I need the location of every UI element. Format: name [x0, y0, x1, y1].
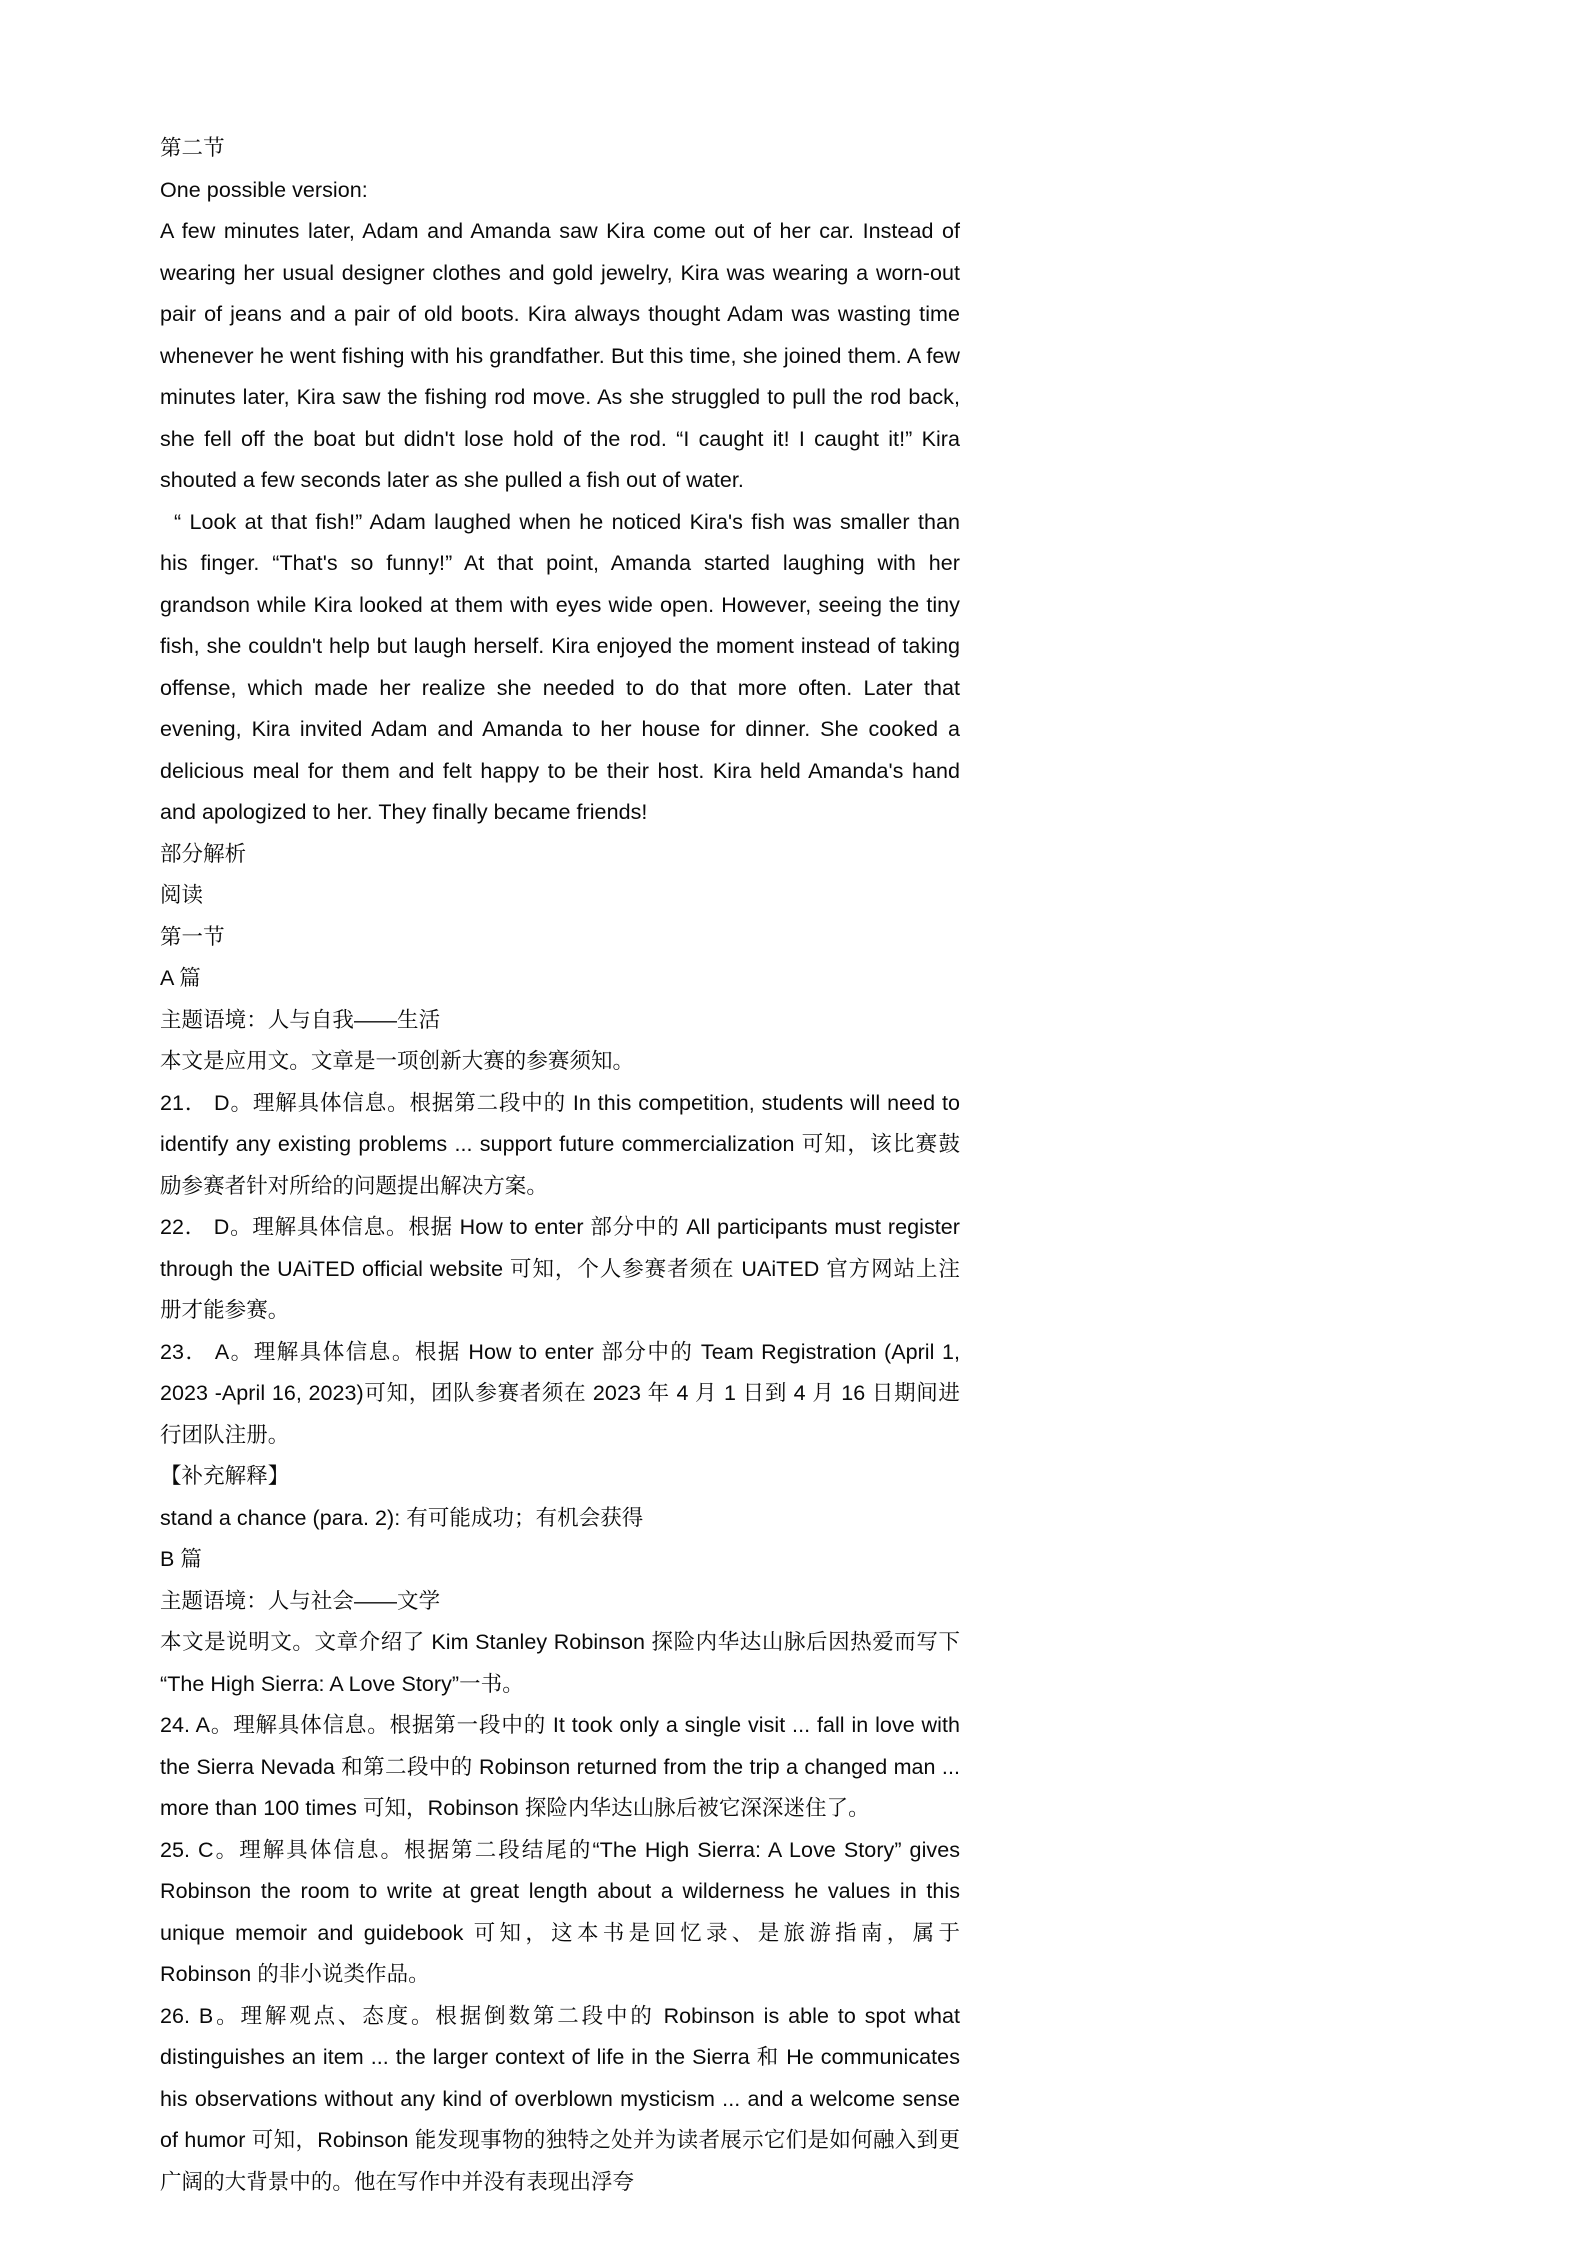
passage-a-genre: 本文是应用文。文章是一项创新大赛的参赛须知。: [160, 1049, 635, 1073]
analysis-heading: 部分解析: [160, 841, 247, 866]
answer-item-26: 26. B。理解观点、态度。根据倒数第二段中的 Robinson is able to spot what distinguishes an item ... the larger context of life in the Sierra 和 He communicates his observations without any kind of overblown mysticism ... and a welcome sense of humor 可知，Robinson 能发现事物的独特之处并为读者展示它们是如何融入到更广阔的大背景中的。他在写作中并没有表现出浮夸: [160, 2003, 960, 2194]
reading-heading: 阅读: [160, 883, 204, 907]
part-one-heading: 第一节: [160, 924, 225, 949]
passage-b-genre: 本文是说明文。文章介绍了 Kim Stanley Robinson 探险内华达山脉后因热爱而写下“The High Sierra: A Love Story”一书。: [160, 1630, 960, 1696]
section-label: 第二节: [160, 136, 225, 160]
supplement-heading: 【补充解释】: [160, 1464, 290, 1488]
supplement-note: stand a chance (para. 2): 有可能成功；有机会获得: [160, 1505, 644, 1530]
answer-item-22: 22． D。理解具体信息。根据 How to enter 部分中的 All participants must register through the UAiTED official website 可知，个人参赛者须在 UAiTED 官方网站上注册才能参赛。: [160, 1215, 960, 1322]
passage-a-theme: 主题语境：人与自我——生活: [160, 1007, 441, 1032]
passage-b-title: B 篇: [160, 1547, 202, 1571]
passage-a-title: A 篇: [160, 966, 201, 990]
passage-b-theme: 主题语境：人与社会——文学: [160, 1588, 441, 1613]
answer-item-24: 24. A。理解具体信息。根据第一段中的 It took only a single visit ... fall in love with the Sierra Nevada 和第二段中的 Robinson returned from the trip a changed man ... more than 100 times 可知，Robinson 探险内华达山脉后被它深深迷住了。: [160, 1713, 960, 1820]
document-content: [160, 128, 960, 2203]
answer-item-25: 25. C。理解具体信息。根据第二段结尾的“The High Sierra: A Love Story” gives Robinson the room to write at great length about a wilderness he values in this unique memoir and guidebook 可知，这本书是回忆录、是旅游指南，属于 Robinson 的非小说类作品。: [160, 1837, 960, 1986]
essay-paragraph-1: A few minutes later, Adam and Amanda saw Kira come out of her car. Instead of wearing her usual designer clothes and gold jewelry, Kira was wearing a worn-out pair of jeans and a pair of old boots. Kira always thought Adam was wasting time whenever he went fishing with his grandfather. But this time, she joined them. A few minutes later, Kira saw the fishing rod move. As she struggled to pull the rod back, she fell off the boat but didn't lose hold of the rod. “I caught it! I caught it!” Kira shouted a few seconds later as she pulled a fish out of water.: [160, 219, 960, 492]
answer-item-23: 23． A。理解具体信息。根据 How to enter 部分中的 Team Registration (April 1, 2023 -April 16, 2023)可知，团队参赛者须在 2023 年 4 月 1 日到 4 月 16 日期间进行团队注册。: [160, 1339, 960, 1447]
essay-paragraph-2: “ Look at that fish!” Adam laughed when he noticed Kira's fish was smaller than his finger. “That's so funny!” At that point, Amanda started laughing with her grandson while Kira looked at them with eyes wide open. However, seeing the tiny fish, she couldn't help but laugh herself. Kira enjoyed the moment instead of taking offense, which made her realize she needed to do that more often. Later that evening, Kira invited Adam and Amanda to her house for dinner. She cooked a delicious meal for them and felt happy to be their host. Kira held Amanda's hand and apologized to her. They finally became friends!: [160, 509, 960, 824]
answer-item-21: 21． D。理解具体信息。根据第二段中的 In this competition, students will need to identify any existing problems ... support future commercialization 可知，该比赛鼓励参赛者针对所给的问题提出解决方案。: [160, 1090, 960, 1198]
version-label: One possible version:: [160, 177, 368, 202]
